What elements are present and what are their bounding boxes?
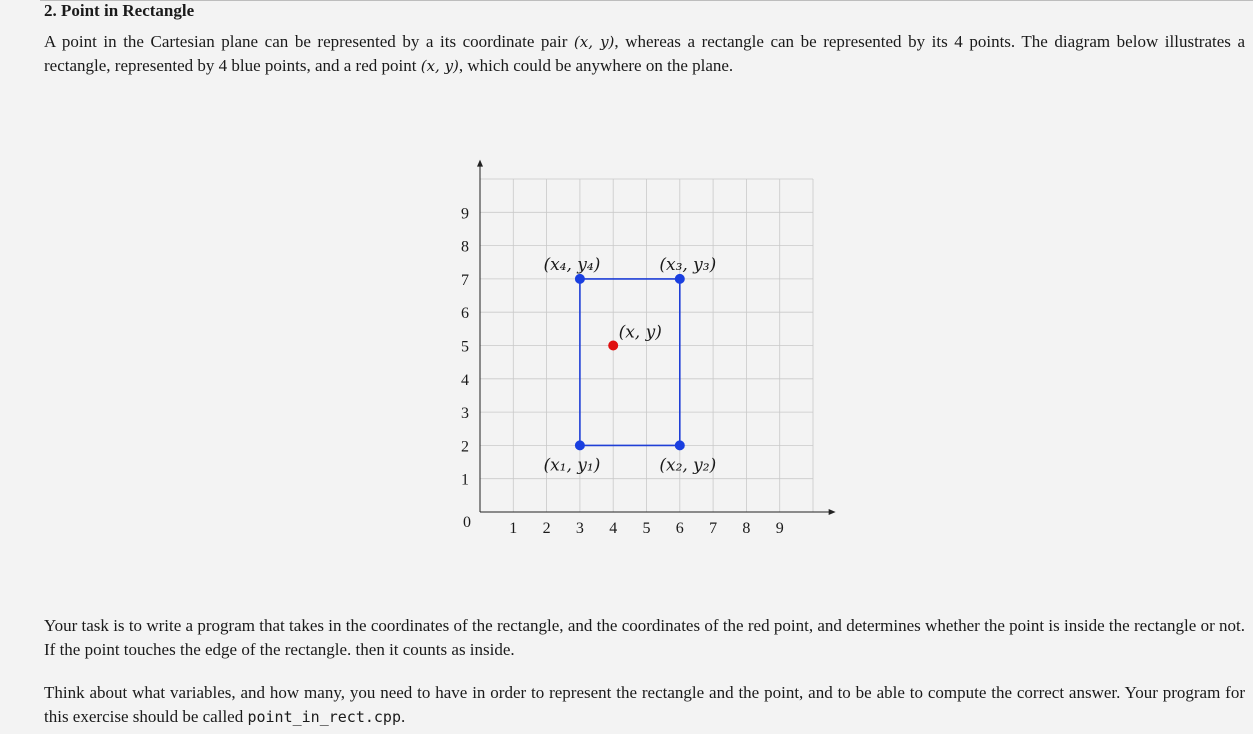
corner-label: (x₄, y₄) [543, 254, 601, 275]
x-tick-label: 9 [775, 520, 784, 537]
intro-text-1: A point in the Cartesian plane can be represented by a its coordinate pair [44, 32, 574, 51]
section-title: 2. Point in Rectangle [44, 1, 195, 20]
intro-math-1: (x, y) [573, 33, 615, 51]
intro-math-2: (x, y) [420, 57, 459, 75]
tick-labels [461, 205, 784, 537]
hint-paragraph [44, 681, 1245, 729]
y-tick-label: 6 [461, 305, 469, 323]
x-tick-label: 5 [642, 520, 651, 537]
task-paragraph: Your task is to write a program that takes in the coordinates of the rectangle, and the coordinates of the red point, and determines whether the point is inside the rectangle or not. If the point touches the edge of the rectangle. then it counts as inside. [44, 616, 1245, 659]
program-filename: point_in_rect.cpp [247, 708, 401, 726]
red-point-label: (x, y) [618, 322, 662, 343]
rectangle-diagram [430, 150, 850, 550]
hint-text-2: . [401, 707, 406, 726]
point-labels [543, 255, 716, 476]
rectangle-corner-point [675, 440, 685, 450]
rectangle-corner-point [675, 274, 685, 284]
x-tick-label: 2 [542, 520, 551, 537]
y-tick-label: 8 [461, 238, 469, 256]
y-tick-label: 4 [461, 371, 469, 389]
corner-label: (x₁, y₁) [543, 455, 601, 476]
origin-label: 0 [463, 514, 471, 531]
rectangle-corner-point [575, 274, 585, 284]
y-tick-label: 9 [461, 205, 469, 223]
x-tick-label: 8 [742, 520, 751, 537]
x-tick-label: 7 [709, 520, 718, 537]
hint-text-1: Think about what variables, and how many, you need to have in order to represent the rectangle and the point, and to be able to compute the correct answer. Your program for this exercise should be called [44, 683, 1245, 726]
intro-text-3: , which could be anywhere on the plane. [458, 56, 734, 75]
rectangle-outline [580, 279, 680, 446]
red-point [608, 341, 618, 351]
y-tick-label: 3 [461, 405, 469, 423]
corner-label: (x₂, y₂) [659, 455, 717, 476]
y-axis-arrow [477, 160, 483, 167]
diagram-shapes [575, 274, 685, 451]
x-tick-label: 4 [609, 520, 618, 537]
y-tick-label: 2 [461, 438, 469, 456]
corner-label: (x₃, y₃) [659, 254, 717, 275]
top-rule [40, 0, 1253, 1]
rectangle-corner-point [575, 440, 585, 450]
x-tick-label: 1 [509, 520, 518, 537]
grid [480, 179, 813, 512]
x-tick-label: 3 [575, 520, 584, 537]
intro-paragraph [44, 30, 1245, 78]
x-axis-arrow [829, 509, 836, 515]
y-tick-label: 1 [461, 471, 469, 489]
y-tick-label: 7 [461, 271, 469, 289]
x-tick-label: 6 [675, 520, 684, 537]
intro-text-2: , whereas a rectangle can be represented by its 4 points. The diagram below illustrates a rectangle, represented by 4 blue points, and a red point [44, 32, 1245, 75]
y-tick-label: 5 [461, 338, 469, 356]
